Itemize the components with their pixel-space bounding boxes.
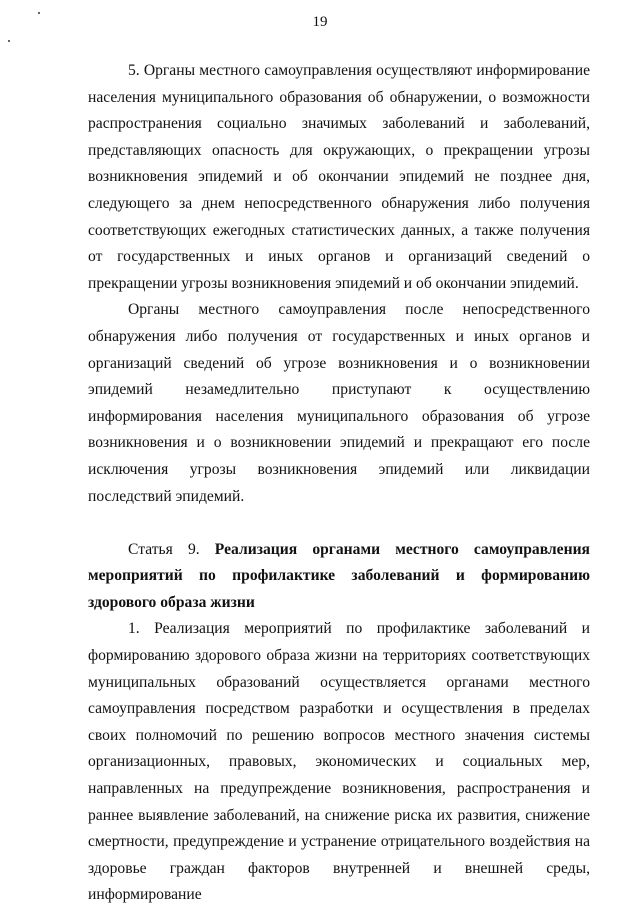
paragraph-5-continued: Органы местного самоуправления после непосредственного обнаружения либо получения от государственных и иных органов и организаций сведений об угрозе возникновения и о возникновении эпидемий незамедлительно приступают к осуществлению информирования населения муниципального образования об угрозе возникновения и о возникновении эпидемий и прекращают его после исключения угрозы возникновения эпидемий или ликвидации последствий эпидемий. bbox=[88, 301, 590, 505]
scan-speck bbox=[8, 40, 10, 42]
document-body bbox=[88, 58, 590, 909]
page-number: 19 bbox=[312, 14, 328, 30]
article-heading bbox=[88, 537, 590, 617]
paragraph-5: 5. Органы местного самоуправления осуществляют информирование населения муниципального образования об обнаружении, о возможности распространения социально значимых заболеваний и заболеваний, представляющих опасность для окружающих, о прекращении угрозы возникновения эпидемий и об окончании эпидемий не позднее дня, следующего за днем непосредственного обнаружения либо получения соответствующих ежегодных статистических данных, а также получения от государственных и иных органов и организаций сведений о прекращении угрозы возникновения эпидемий и об окончании эпидемий. bbox=[88, 62, 590, 292]
article-paragraph-1: 1. Реализация мероприятий по профилактике заболеваний и формированию здорового образа жизни на территориях соответствующих муниципальных образований осуществляется органами местного самоуправления посредством разработки и осуществления в пределах своих полномочий по решению вопросов местного значения системы организационных, правовых, экономических и социальных мер, направленных на предупреждение возникновения, распространения и раннее выявление заболеваний, на снижение риска их развития, снижение смертности, предупреждение и устранение отрицательного воздействия на здоровье граждан факторов внутренней и внешней среды, информирование bbox=[88, 620, 590, 904]
article-title: Реализация органами местного самоуправления мероприятий по профилактике заболеваний и формированию здорового образа жизни bbox=[88, 540, 590, 611]
article-number: Статья 9. bbox=[128, 540, 215, 558]
